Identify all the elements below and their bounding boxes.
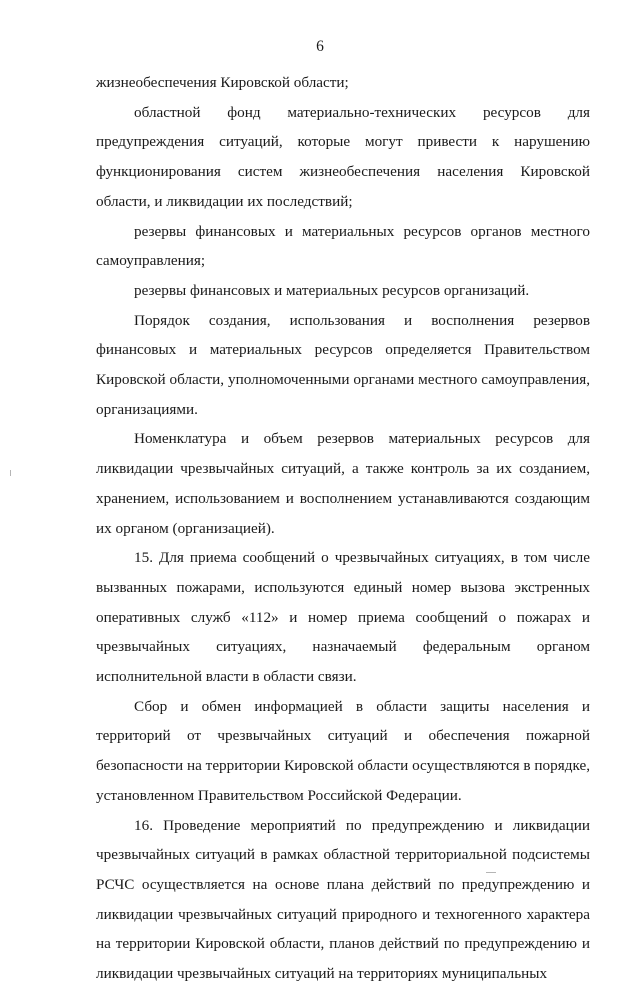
- paragraph-2: областной фонд материально-технических ресурсов для предупреждения ситуаций, которые могут привести к нарушению функционирования систем жизнеобеспечения населения Кировской области, и ликвидации их последствий;: [96, 103, 590, 210]
- paragraph-8: Сбор и обмен информацией в области защиты населения и территорий от чрезвычайных ситуаций и обеспечения пожарной безопасности на территории Кировской области осуществляются в порядке, установленном Правительством Российской Федерации.: [96, 697, 590, 804]
- document-body: [96, 68, 590, 989]
- paragraph-7: 15. Для приема сообщений о чрезвычайных ситуациях, в том числе вызванных пожарами, используются единый номер вызова экстренных оперативных служб «112» и номер приема сообщений о пожарах и чрезвычайных ситуациях, назначаемый федеральным органом исполнительной власти в области связи.: [96, 549, 590, 686]
- paragraph-3: резервы финансовых и материальных ресурсов органов местного самоуправления;: [96, 222, 590, 270]
- scan-mark-bottom: [486, 872, 496, 873]
- paragraph-1: жизнеобеспечения Кировской области;: [96, 74, 349, 91]
- paragraph-5: Порядок создания, использования и восполнения резервов финансовых и материальных ресурсов определяется Правительством Кировской области, уполномоченными органами местного самоуправления, организациями.: [96, 311, 590, 418]
- scan-mark-left: [10, 470, 11, 476]
- paragraph-6: Номенклатура и объем резервов материальных ресурсов для ликвидации чрезвычайных ситуаций, а также контроль за их созданием, хранением, использованием и восполнением устанавливаются создающим их органом (организацией).: [96, 430, 590, 537]
- paragraph-9: 16. Проведение мероприятий по предупреждению и ликвидации чрезвычайных ситуаций в рамках областной территориальной подсистемы РСЧС осуществляется на основе плана действий по предупреждению и ликвидации чрезвычайных ситуаций природного и техногенного характера на территории Кировской области, планов действий по предупреждению и ликвидации чрезвычайных ситуаций на территориях муниципальных: [96, 816, 590, 983]
- paragraph-4: резервы финансовых и материальных ресурсов организаций.: [134, 281, 530, 299]
- page-number: 6: [316, 38, 324, 55]
